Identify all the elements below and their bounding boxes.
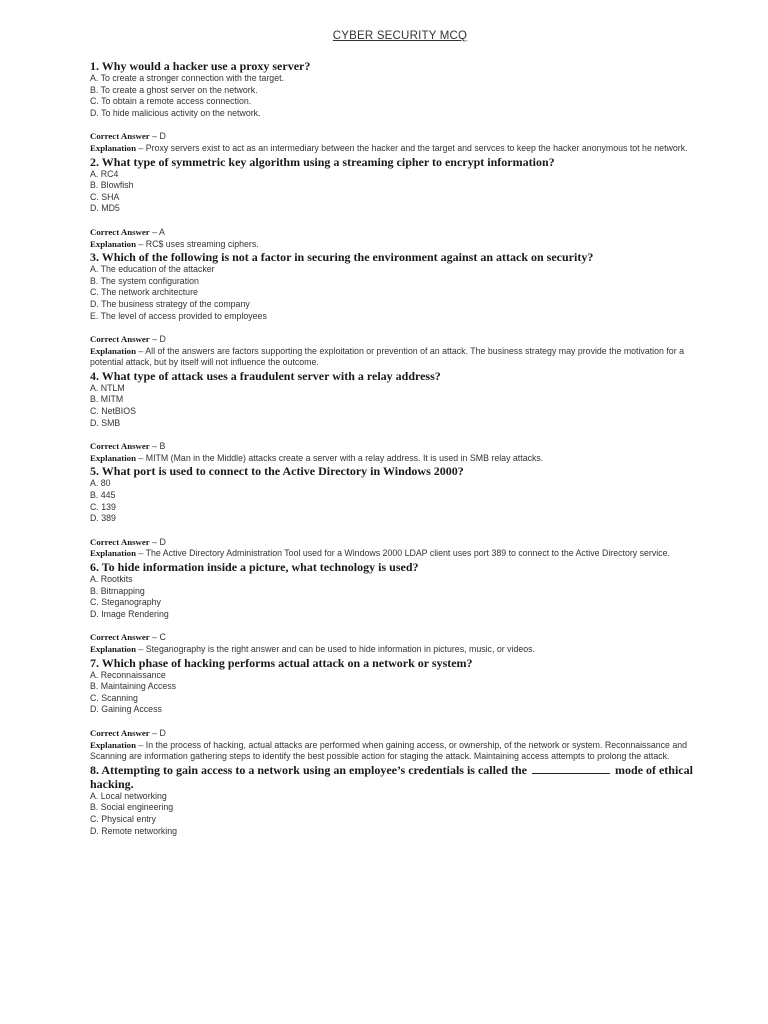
- correct-answer-value: – D: [149, 727, 166, 738]
- option: D. Gaining Access: [90, 704, 162, 715]
- question-block: [90, 250, 710, 369]
- option: D. The business strategy of the company: [90, 298, 250, 309]
- option: A. The education of the attacker: [90, 264, 215, 275]
- question-text: 6. To hide information inside a picture, what technology is used?: [90, 560, 419, 574]
- question-text-start: 8. Attempting to gain access to a network using an employee’s credentials is called the: [90, 762, 527, 777]
- option: B. To create a ghost server on the network.: [90, 84, 258, 95]
- option: C. The network architecture: [90, 287, 198, 298]
- explanation-text: – Proxy servers exist to act as an intermediary between the hacker and the target and servces to keep the hacker anonymous tot he network.: [135, 142, 688, 153]
- document-page: [90, 30, 710, 849]
- option: C. Scanning: [90, 692, 138, 703]
- explanation-text: – The Active Directory Administration Tool used for a Windows 2000 LDAP client uses port 389 to connect to the Active Directory service.: [135, 548, 670, 559]
- explanation: [90, 346, 710, 369]
- options-list: [90, 169, 710, 215]
- explanation-label: Explanation: [90, 142, 136, 153]
- correct-answer: [90, 728, 710, 740]
- question-block: [90, 763, 710, 837]
- correct-answer: [90, 632, 710, 644]
- options-list: [90, 478, 710, 524]
- correct-answer-value: – D: [149, 334, 166, 345]
- correct-answer: [90, 441, 710, 453]
- correct-answer-label: Correct Answer: [90, 536, 150, 547]
- options-list: [90, 264, 710, 322]
- question-block: [90, 656, 710, 763]
- correct-answer: [90, 537, 710, 549]
- question-text: 3. Which of the following is not a factor in securing the environment against an attack on security?: [90, 250, 594, 265]
- explanation: [90, 740, 710, 763]
- question-text: 4. What type of attack uses a fraudulent server with a relay address?: [90, 368, 441, 383]
- options-list: [90, 73, 710, 119]
- correct-answer-label: Correct Answer: [90, 226, 150, 237]
- fill-in-blank: [532, 763, 610, 774]
- explanation: [90, 644, 710, 656]
- option: A. 80: [90, 478, 111, 489]
- explanation-label: Explanation: [90, 238, 136, 249]
- explanation: [90, 548, 710, 560]
- correct-answer: [90, 334, 710, 346]
- options-list: [90, 791, 710, 837]
- correct-answer-label: Correct Answer: [90, 441, 150, 452]
- question-block: [90, 59, 710, 155]
- question-text: [90, 763, 710, 791]
- correct-answer-label: Correct Answer: [90, 334, 150, 345]
- correct-answer-label: Correct Answer: [90, 632, 150, 643]
- question-list: [90, 59, 710, 763]
- document-title: CYBER SECURITY MCQ: [332, 30, 468, 42]
- correct-answer-label: Correct Answer: [90, 727, 150, 738]
- option: A. Local networking: [90, 790, 167, 801]
- explanation: [90, 143, 710, 155]
- option: C. SHA: [90, 191, 120, 202]
- option: C. NetBIOS: [90, 406, 136, 417]
- question-block: [90, 560, 710, 656]
- correct-answer-value: – D: [149, 536, 166, 547]
- option: A. Rootkits: [90, 574, 133, 584]
- option: B. 445: [90, 490, 116, 501]
- option: D. 389: [90, 513, 116, 524]
- correct-answer: [90, 227, 710, 239]
- option: B. The system configuration: [90, 275, 199, 286]
- options-list: [90, 574, 710, 620]
- correct-answer-value: – A: [149, 226, 165, 237]
- question-block: [90, 369, 710, 465]
- option: A. NTLM: [90, 382, 125, 393]
- question-text: 2. What type of symmetric key algorithm using a streaming cipher to encrypt information?: [90, 154, 555, 169]
- explanation-label: Explanation: [90, 345, 136, 356]
- explanation-text: – MITM (Man in the Middle) attacks create a server with a relay address. It is used in SMB relay attacks.: [135, 452, 544, 463]
- option: D. Image Rendering: [90, 608, 169, 619]
- explanation: [90, 453, 710, 465]
- option: B. Social engineering: [90, 802, 174, 813]
- option: D. SMB: [90, 417, 121, 428]
- option: C. Steganography: [90, 597, 161, 608]
- option: C. 139: [90, 501, 116, 512]
- question-text-end: mode of ethical hacking.: [90, 762, 693, 791]
- options-list: [90, 670, 710, 716]
- option: A. RC4: [90, 168, 119, 179]
- option: E. The level of access provided to employees: [90, 310, 267, 321]
- option: A. Reconnaissance: [90, 669, 166, 680]
- option: B. Maintaining Access: [90, 681, 177, 692]
- option: C. Physical entry: [90, 813, 156, 824]
- explanation-label: Explanation: [90, 643, 136, 654]
- option: D. MD5: [90, 203, 120, 214]
- explanation-label: Explanation: [90, 548, 136, 559]
- explanation-text: – In the process of hacking, actual attacks are performed when gaining access, or ownership, of the network or system. Reconnaissance and Scanning are information gathering steps to identify the best possible action for staging the attack. Maintaining access attempts to prolong the attack.: [90, 739, 688, 762]
- correct-answer-value: – D: [149, 131, 166, 142]
- option: C. To obtain a remote access connection.: [90, 96, 252, 107]
- options-list: [90, 383, 710, 429]
- explanation: [90, 239, 710, 251]
- explanation-text: – Steganography is the right answer and can be used to hide information in pictures, music, or videos.: [135, 643, 535, 654]
- correct-answer-label: Correct Answer: [90, 131, 150, 142]
- question-text: 7. Which phase of hacking performs actual attack on a network or system?: [90, 655, 473, 670]
- option: B. Blowfish: [90, 180, 134, 191]
- option: D. To hide malicious activity on the network.: [90, 107, 261, 118]
- correct-answer-value: – C: [149, 632, 166, 643]
- correct-answer: [90, 131, 710, 143]
- option: A. To create a stronger connection with the target.: [90, 73, 284, 83]
- correct-answer-value: – B: [149, 441, 166, 452]
- option: D. Remote networking: [90, 825, 178, 836]
- explanation-text: – All of the answers are factors supporting the exploitation or prevention of an attack. The business strategy may provide the motivation for a potential attack, but by itself will not influence the outcome.: [90, 345, 684, 368]
- explanation-text: – RC$ uses streaming ciphers.: [135, 238, 259, 249]
- explanation-label: Explanation: [90, 739, 136, 750]
- question-block: [90, 464, 710, 560]
- option: B. Bitmapping: [90, 585, 145, 596]
- question-text: 5. What port is used to connect to the Active Directory in Windows 2000?: [90, 464, 464, 479]
- question-block: [90, 155, 710, 251]
- explanation-label: Explanation: [90, 452, 136, 463]
- option: B. MITM: [90, 394, 124, 405]
- question-text: 1. Why would a hacker use a proxy server?: [90, 59, 311, 73]
